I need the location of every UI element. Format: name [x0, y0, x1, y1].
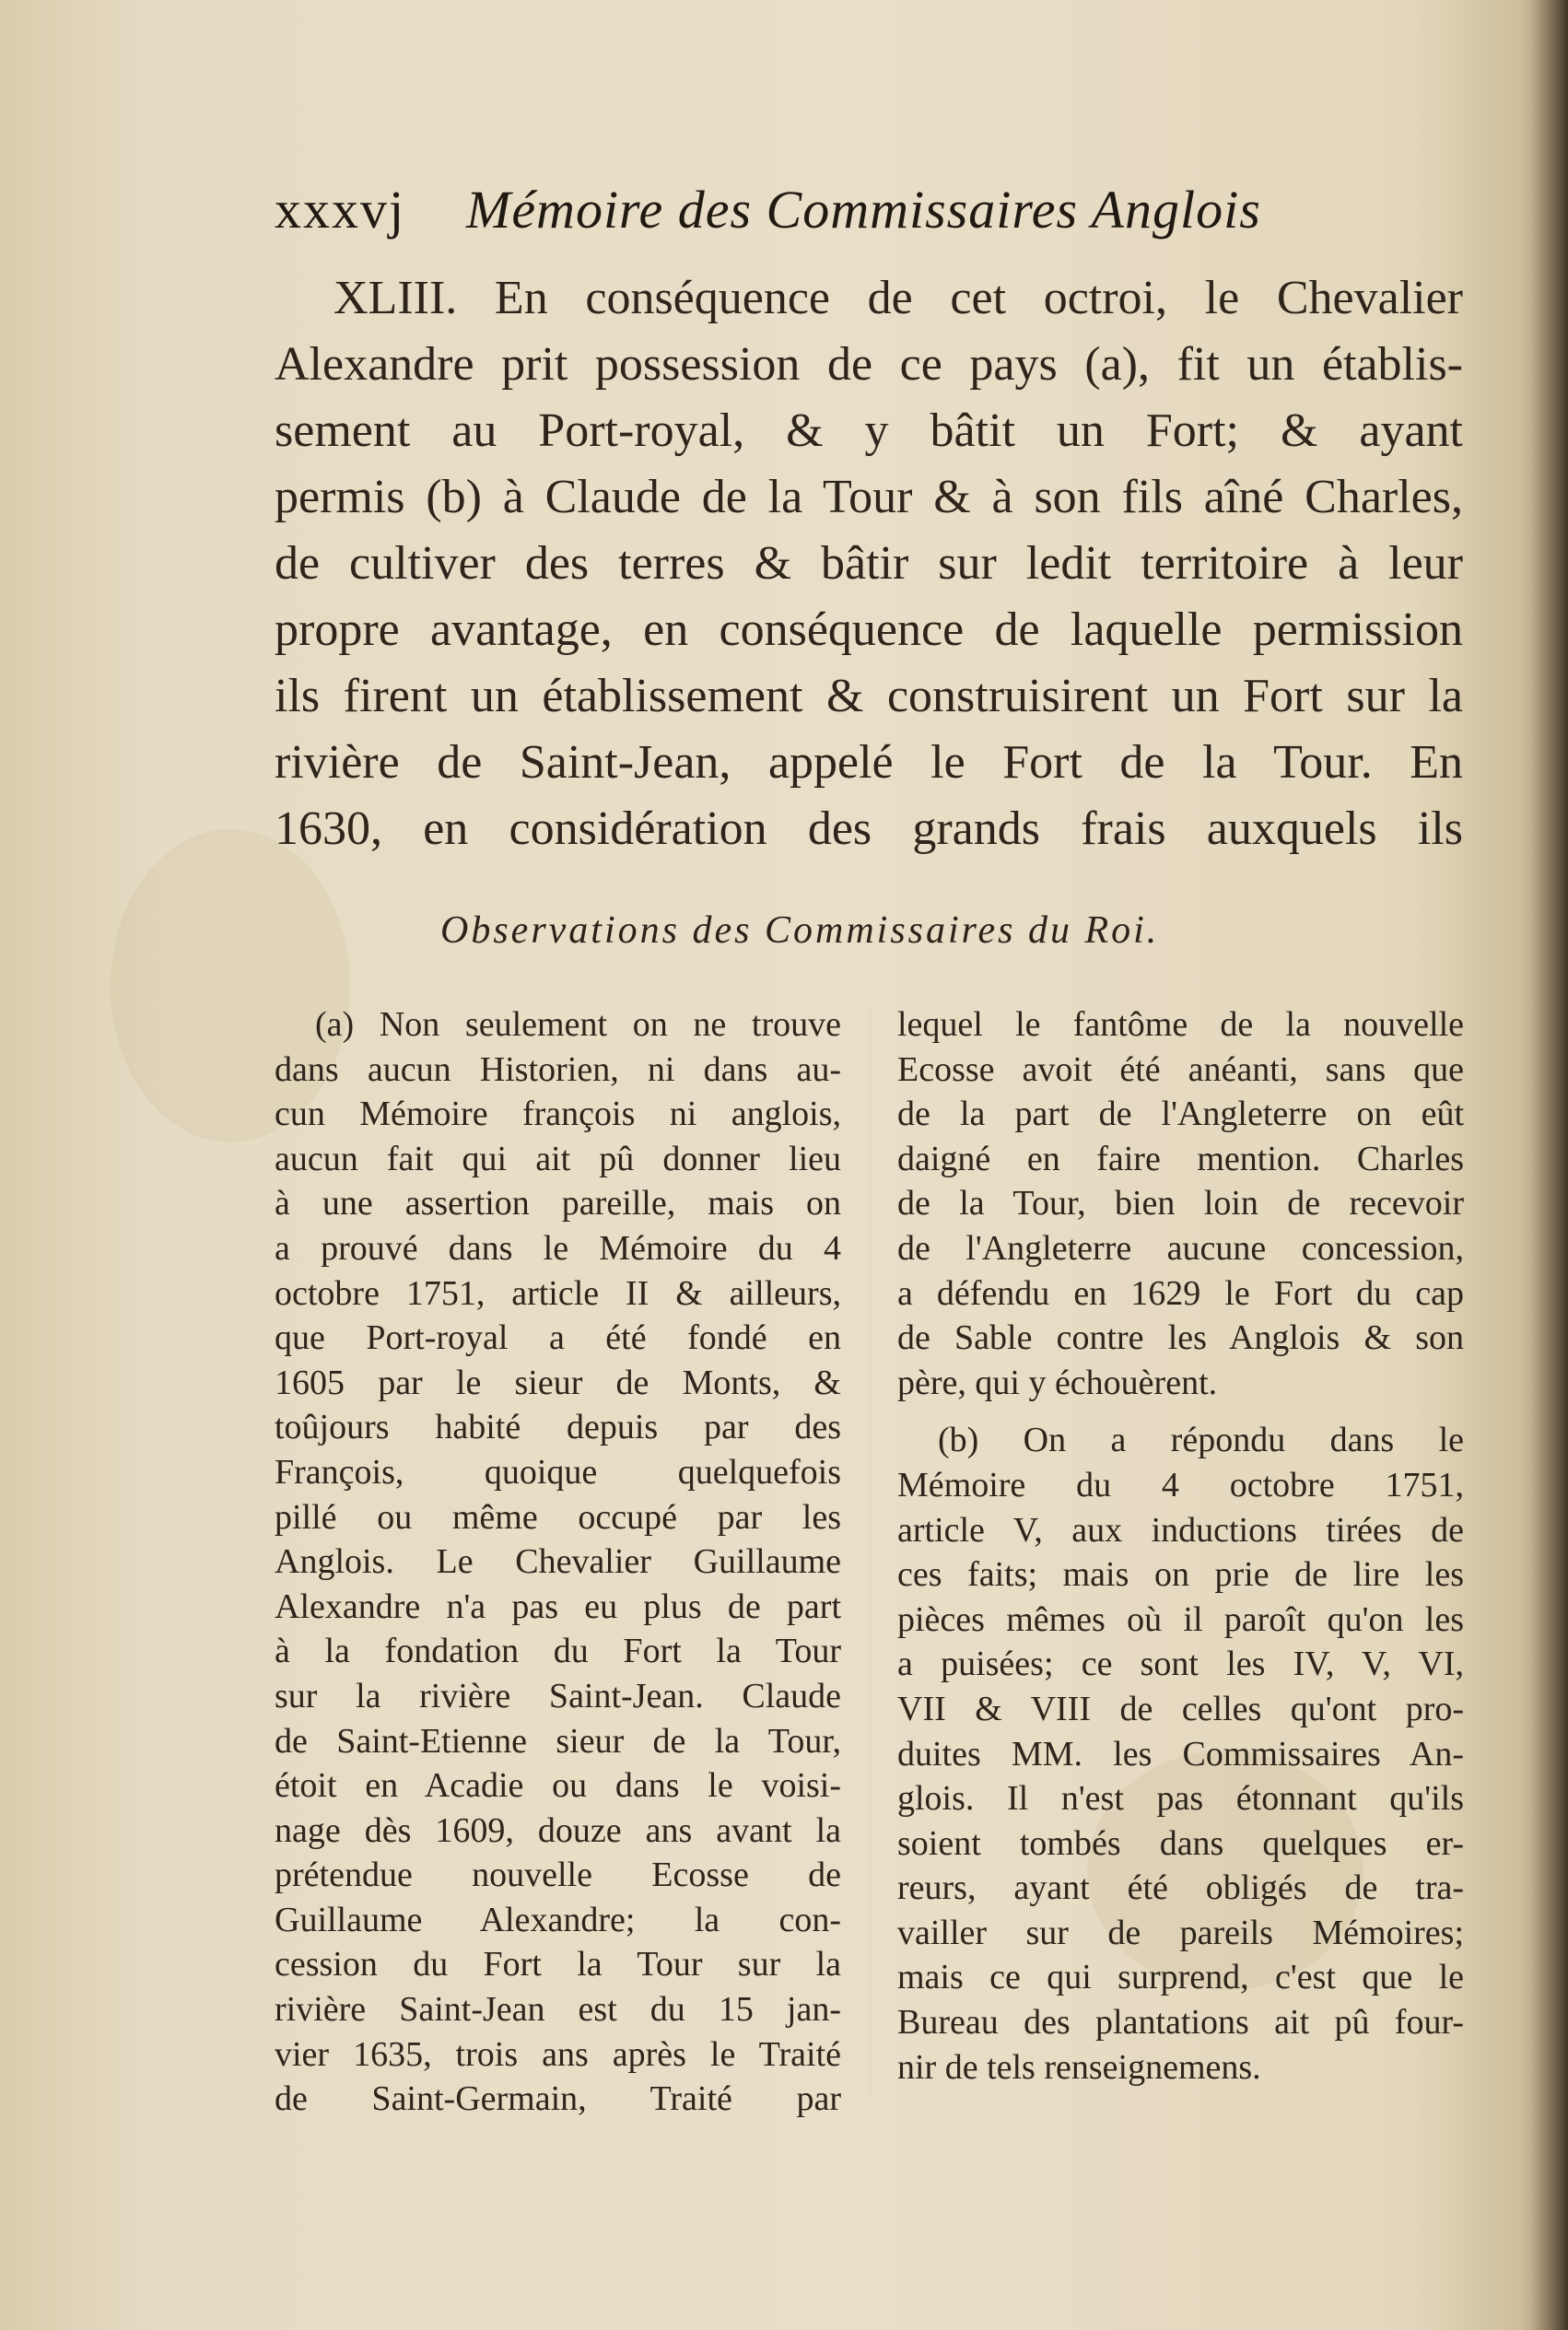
main-text-line: propre avantage, en conséquence de laquelle permission: [275, 603, 1463, 656]
main-text-line: ils firent un établissement & construisirent un Fort sur la: [275, 670, 1463, 722]
note-line: sur la rivière Saint-Jean. Claude: [275, 1676, 841, 1715]
note-line: de Saint-Etienne sieur de la Tour,: [275, 1721, 841, 1761]
note-line: octobre 1751, article II & ailleurs,: [275, 1273, 841, 1313]
note-line: prétendue nouvelle Ecosse de: [275, 1856, 841, 1895]
note-line: de Sable contre les Anglois & son: [897, 1318, 1464, 1358]
note-line: ces faits; mais on prie de lire les: [897, 1555, 1464, 1595]
note-line: aucun fait qui ait pû donner lieu: [275, 1139, 841, 1178]
note-line: Anglois. Le Chevalier Guillaume: [275, 1542, 841, 1582]
note-line: pièces mêmes où il paroît qu'on les: [897, 1599, 1464, 1639]
note-line: glois. Il n'est pas étonnant qu'ils: [897, 1779, 1464, 1819]
page-header: [275, 173, 1306, 247]
main-text-line: permis (b) à Claude de la Tour & à son fils aîné Charles,: [275, 471, 1463, 523]
note-line: a puisées; ce sont les IV, V, VI,: [897, 1645, 1464, 1684]
note-line: lequel le fantôme de la nouvelle: [897, 1005, 1464, 1044]
note-line: cun Mémoire françois ni anglois,: [275, 1095, 841, 1134]
main-text-line: sement au Port-royal, & y bâtit un Fort; & ayant: [275, 404, 1463, 457]
note-line: Bureau des plantations ait pû four-: [897, 2003, 1464, 2043]
note-line: toûjours habité depuis par des: [275, 1408, 841, 1447]
note-line: vier 1635, trois ans après le Traité: [275, 2034, 841, 2074]
running-title: Mémoire des Commissaires Anglois: [466, 180, 1261, 240]
note-line: (b) On a répondu dans le: [938, 1421, 1464, 1460]
note-line: nage dès 1609, douze ans avant la: [275, 1810, 841, 1850]
note-line: nir de tels renseignemens.: [897, 2047, 1261, 2087]
note-line: dans aucun Historien, ni dans au-: [275, 1049, 841, 1089]
note-line: daigné en faire mention. Charles: [897, 1139, 1464, 1178]
main-text-line: de cultiver des terres & bâtir sur ledit territoire à leur: [275, 537, 1463, 590]
note-line: étoit en Acadie ou dans le voisi-: [275, 1766, 841, 1806]
main-text-line: XLIII. En conséquence de cet octroi, le Chevalier: [333, 272, 1463, 324]
main-text-line: Alexandre prit possession de ce pays (a), fit un établis-: [275, 338, 1463, 391]
note-line: reurs, ayant été obligés de tra-: [897, 1868, 1464, 1908]
note-line: que Port-royal a été fondé en: [275, 1318, 841, 1358]
note-line: a prouvé dans le Mémoire du 4: [275, 1228, 841, 1268]
notes-left-column: [275, 1002, 841, 2122]
observations-heading: Observations des Commissaires du Roi.: [440, 909, 1160, 952]
note-line: vailler sur de pareils Mémoires;: [897, 1913, 1464, 1952]
note-line: de la Tour, bien loin de recevoir: [897, 1184, 1464, 1224]
note-line: de Saint-Germain, Traité par: [275, 2079, 841, 2119]
note-line: à une assertion pareille, mais on: [275, 1184, 841, 1224]
note-line: VII & VIII de celles qu'ont pro-: [897, 1689, 1464, 1728]
page-edge: [1529, 0, 1568, 2330]
note-line: à la fondation du Fort la Tour: [275, 1632, 841, 1671]
note-line: soient tombés dans quelques er-: [897, 1823, 1464, 1863]
note-line: cession du Fort la Tour sur la: [275, 1945, 841, 1985]
note-line: père, qui y échouèrent.: [897, 1363, 1218, 1402]
note-line: de l'Angleterre aucune concession,: [897, 1228, 1464, 1268]
note-line: rivière Saint-Jean est du 15 jan-: [275, 1990, 841, 2030]
note-line: mais ce qui surprend, c'est que le: [897, 1958, 1464, 1997]
note-line: Ecosse avoit été anéanti, sans que: [897, 1049, 1464, 1089]
note-line: Alexandre n'a pas eu plus de part: [275, 1587, 841, 1626]
main-text-line: 1630, en considération des grands frais auxquels ils: [275, 802, 1463, 855]
note-line: article V, aux inductions tirées de: [897, 1510, 1464, 1550]
note-line: (a) Non seulement on ne trouve: [315, 1005, 841, 1044]
note-line: Mémoire du 4 octobre 1751,: [897, 1465, 1464, 1505]
note-line: duites MM. les Commissaires An-: [897, 1734, 1464, 1774]
main-text-line: rivière de Saint-Jean, appelé le Fort de la Tour. En: [275, 736, 1463, 789]
note-line: a défendu en 1629 le Fort du cap: [897, 1273, 1464, 1313]
folio-number: xxxvj: [275, 180, 406, 240]
notes-right-column: [897, 1002, 1464, 2090]
main-text-block: [275, 265, 1463, 862]
note-line: 1605 par le sieur de Monts, &: [275, 1363, 841, 1402]
paragraph-gap: [897, 1405, 1464, 1418]
column-gutter: [870, 1009, 871, 2096]
note-line: pillé ou même occupé par les: [275, 1497, 841, 1537]
note-line: Guillaume Alexandre; la con-: [275, 1900, 841, 1939]
note-line: de la part de l'Angleterre on eût: [897, 1095, 1464, 1134]
note-line: François, quoique quelquefois: [275, 1452, 841, 1492]
